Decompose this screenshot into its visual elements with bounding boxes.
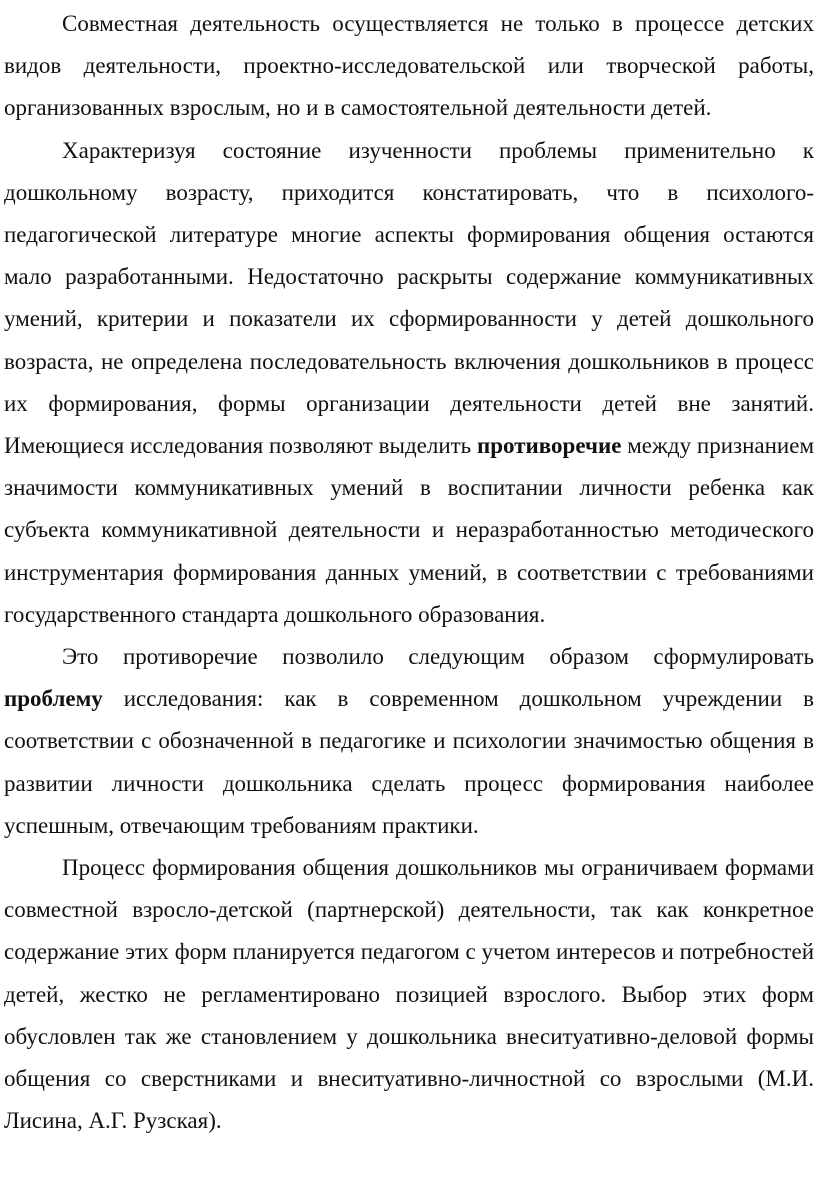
emphasis-contradiction: противоречие (477, 433, 622, 459)
emphasis-problem: проблему (4, 686, 103, 712)
paragraph-text-after: между признанием значимости коммуникативных умений в воспитании личности ребенка как субъекта коммуникативной деятельности и неразработанностью методического инструментария формирования данных умений, в соответствии с требованиями государственного стандарта дошкольного образования. (4, 433, 814, 627)
paragraph-text: Процесс формирования общения дошкольников мы ограничиваем формами совместной взросло-детской (партнерской) деятельности, так как конкретное содержание этих форм планируется педагогом с учетом интересов и потребностей детей, жестко не регламентировано позицией взрослого. Выбор этих форм обусловлен так же становлением у дошкольника внеситуативно-деловой формы общения со сверстниками и внеситуативно-личностной со взрослыми (М.И. Лисина, А.Г. Рузская). (4, 855, 814, 1134)
paragraph-text-after: исследования: как в современном дошкольном учреждении в соответствии с обозначенной в педагогике и психологии значимостью общения в развитии личности дошкольника сделать процесс формирования наиболее успешным, отвечающим требованиям практики. (4, 686, 814, 838)
paragraph-text-before: Характеризуя состояние изученности проблемы применительно к дошкольному возрасту, приходится констатировать, что в психолого-педагогической литературе многие аспекты формирования общения остаются мало разработанными. Недостаточно раскрыты содержание коммуникативных умений, критерии и показатели их сформированности у детей дошкольного возраста, не определена последовательность включения дошкольников в процесс их формирования, формы организации деятельности детей вне занятий. Имеющиеся исследования позволяют выделить (4, 137, 814, 459)
paragraph-research-problem (4, 636, 814, 847)
paragraph-problem-state (4, 130, 814, 636)
paragraph-joint-activity (4, 3, 814, 130)
paragraph-text-before: Это противоречие позволило следующим образом сформулировать (62, 644, 814, 670)
paragraph-communication-forms (4, 847, 814, 1142)
paragraph-text: Совместная деятельность осуществляется не только в процессе детских видов деятельности, проектно-исследовательской или творческой работы, организованных взрослым, но и в самостоятельной деятельности детей. (4, 11, 814, 121)
document-page (4, 0, 814, 1142)
